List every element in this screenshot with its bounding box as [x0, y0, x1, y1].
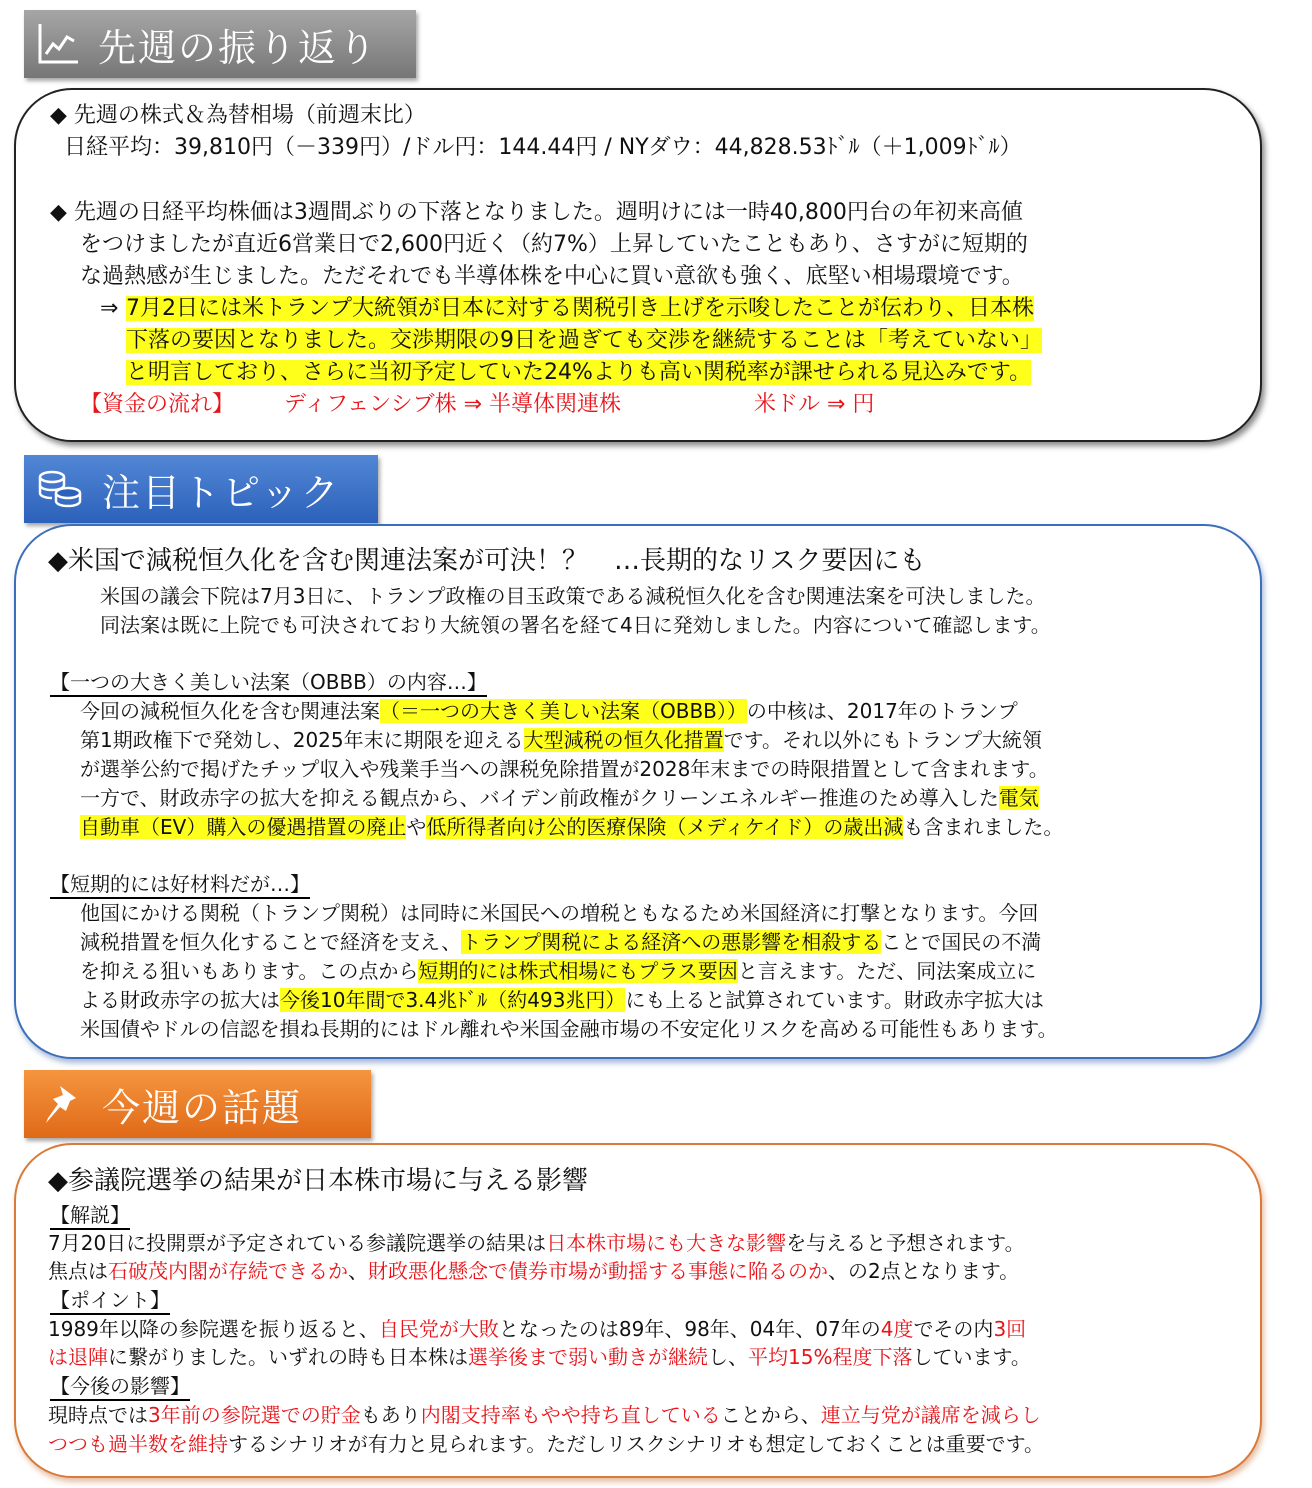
red-span: つつも過半数を維持: [48, 1432, 228, 1456]
text-span: 今回の減税恒久化を含む関連法案: [80, 699, 380, 723]
highlight-span: 自動車（EV）購入の優遇措置の廃止: [80, 815, 407, 839]
text-span: もあり: [360, 1403, 421, 1427]
section-banner-review: [24, 10, 416, 78]
market-header: ◆ 先週の株式＆為替相場（前週末比）: [50, 103, 426, 128]
review-para-line: ◆ 先週の日経平均株価は3週間ぶりの下落となりました。週明けには一時40,800円台の年初来高値: [50, 200, 1023, 225]
highlight-span: トランプ関税による経済への悪影響を相殺する: [461, 930, 882, 954]
review-para-line: をつけましたが直近6営業日で2,600円近く（約7%）上昇していたこともあり、さすがに短期的: [80, 232, 1028, 257]
money-flow-stocks: ディフェンシブ株 ⇒ 半導体関連株: [284, 392, 622, 417]
text-span: ことで国民の不満: [881, 930, 1042, 954]
topic-intro-line: 同法案は既に上院でも可決されており大統領の署名を経て4日に発効しました。内容について確認します。: [100, 613, 1051, 637]
red-span: 財政悪化懸念で債券市場が動揺する事態に陥るのか: [368, 1259, 828, 1283]
red-span: は退陣: [48, 1345, 108, 1369]
highlight-span: 電気: [998, 786, 1039, 810]
section-title: 先週の振り返り: [98, 25, 379, 70]
red-span: 自民党が大敗: [378, 1317, 499, 1341]
text-span: 現時点では: [48, 1403, 148, 1427]
text-span: も含まれました。: [903, 815, 1064, 839]
highlight-span: （＝一つの大きく美しい法案（OBBB））: [380, 699, 747, 723]
red-span: 内閣支持率もやや持ち直している: [420, 1403, 721, 1427]
highlighted-line: 7月2日には米トランプ大統領が日本に対する関税引き上げを示唆したことが伝わり、日本株: [126, 296, 1034, 321]
money-flow-currency: 米ドル ⇒ 円: [754, 392, 875, 417]
text-span: よる財政赤字の拡大は: [80, 988, 280, 1012]
red-span: 3年前の参院選での貯金: [148, 1403, 361, 1427]
short-term-line: 他国にかける関税（トランプ関税）は同時に米国民への増税ともなるため米国経済に打撃となります。今回: [80, 901, 1039, 925]
money-flow-label: 【資金の流れ】: [80, 392, 235, 417]
label-point: 【ポイント】: [50, 1288, 170, 1315]
pushpin-icon: [36, 1082, 84, 1126]
section-banner-topic: [24, 455, 378, 523]
red-span: 3回: [993, 1317, 1027, 1341]
red-span: 連立与党が議席を減らし: [820, 1403, 1041, 1427]
subheading-obbb: 【一つの大きく美しい法案（OBBB）の内容…】: [50, 670, 487, 697]
highlight-span: 大型減税の恒久化措置: [523, 728, 724, 752]
text-span: 7月20日に投開票が予定されている参議院選挙の結果は: [48, 1231, 547, 1255]
text-span: 第1期政権下で発効し、2025年末に期限を迎える: [80, 728, 524, 752]
label-explanation: 【解説】: [50, 1203, 130, 1230]
review-para-line: な過熱感が生じました。ただそれでも半導体株を中心に買い意欲も強く、底堅い相場環境です。: [80, 264, 1024, 289]
text-span: 減税措置を恒久化することで経済を支え、: [80, 930, 462, 954]
red-span: 日本株市場にも大きな影響: [546, 1231, 787, 1255]
text-span: を与えると予想されます。: [786, 1231, 1025, 1255]
section-title: 注目トピック: [102, 470, 341, 515]
highlight-span: 短期的には株式相場にもプラス要因: [418, 959, 738, 983]
text-span: と言えます。ただ、同法案成立に: [737, 959, 1037, 983]
text-span: を抑える狙いもあります。この点から: [80, 959, 419, 983]
text-span: 1989年以降の参院選を振り返ると、: [48, 1317, 379, 1341]
highlight-span: 低所得者向け公的医療保険（メディケイド）の歳出減: [426, 815, 904, 839]
red-span: 石破茂内閣が存続できるか: [108, 1259, 348, 1283]
section-title: 今週の話題: [102, 1085, 303, 1130]
highlight-span: 今後10年間で3.4兆ﾄﾞﾙ（約493兆円）: [280, 988, 626, 1012]
text-span: しています。: [912, 1345, 1031, 1369]
text-span: の中核は、2017年のトランプ: [746, 699, 1018, 723]
label-future-impact: 【今後の影響】: [50, 1374, 190, 1401]
subheading-short-term: 【短期的には好材料だが…】: [50, 872, 310, 899]
short-term-line: 米国債やドルの信認を損ね長期的にはドル離れや米国金融市場の不安定化リスクを高める可能性もあります。: [80, 1017, 1058, 1041]
text-span: にも上ると試算されています。財政赤字拡大は: [625, 988, 1044, 1012]
text-span: です。それ以外にもトランプ大統領: [723, 728, 1043, 752]
line-chart-icon: [36, 22, 80, 66]
text-span: 焦点は: [48, 1259, 108, 1283]
this-week-headline: ◆参議院選挙の結果が日本株市場に与える影響: [48, 1166, 588, 1196]
text-span: となったのは89年、98年、04年、07年の: [498, 1317, 881, 1341]
highlighted-line: 下落の要因となりました。交渉期限の9日を過ぎても交渉を継続することは「考えていない」: [126, 328, 1043, 353]
text-span: や: [406, 815, 427, 839]
market-values: 日経平均：39,810円（－339円）/ドル円：144.44円 / NYダウ：44,828.53ﾄﾞﾙ（＋1,009ﾄﾞﾙ）: [64, 135, 1022, 160]
section-banner-this-week: [24, 1070, 371, 1138]
text-span: でその内: [913, 1317, 994, 1341]
topic-intro-line: 米国の議会下院は7月3日に、トランプ政権の目玉政策である減税恒久化を含む関連法案を可決しました。: [100, 584, 1046, 608]
text-span: ことから、: [720, 1403, 821, 1427]
highlighted-line: と明言しており、さらに当初予定していた24%よりも高い関税率が課せられる見込みです。: [126, 360, 1032, 385]
text-span: するシナリオが有力と見られます。ただしリスクシナリオも想定しておくことは重要です。: [228, 1432, 1044, 1456]
arrow-mark: ⇒: [100, 296, 119, 321]
text-span: 、の2点となります。: [828, 1259, 1020, 1283]
red-span: 平均15%程度下落: [748, 1345, 913, 1369]
obbb-line: が選挙公約で掲げたチップ収入や残業手当への課税免除措置が2028年末までの時限措置として含まれます。: [80, 757, 1049, 781]
red-span: 選挙後まで弱い動きが継続: [468, 1345, 708, 1369]
red-span: 4度: [880, 1317, 914, 1341]
text-span: 、: [348, 1259, 368, 1283]
topic-headline: ◆米国で減税恒久化を含む関連法案が可決！？ …長期的なリスク要因にも: [48, 546, 926, 576]
text-span: し、: [708, 1345, 748, 1369]
coins-icon: [36, 467, 84, 511]
text-span: 一方で、財政赤字の拡大を抑える観点から、バイデン前政権がクリーンエネルギー推進のため導入した: [80, 786, 999, 810]
text-span: に繋がりました。いずれの時も日本株は: [108, 1345, 468, 1369]
